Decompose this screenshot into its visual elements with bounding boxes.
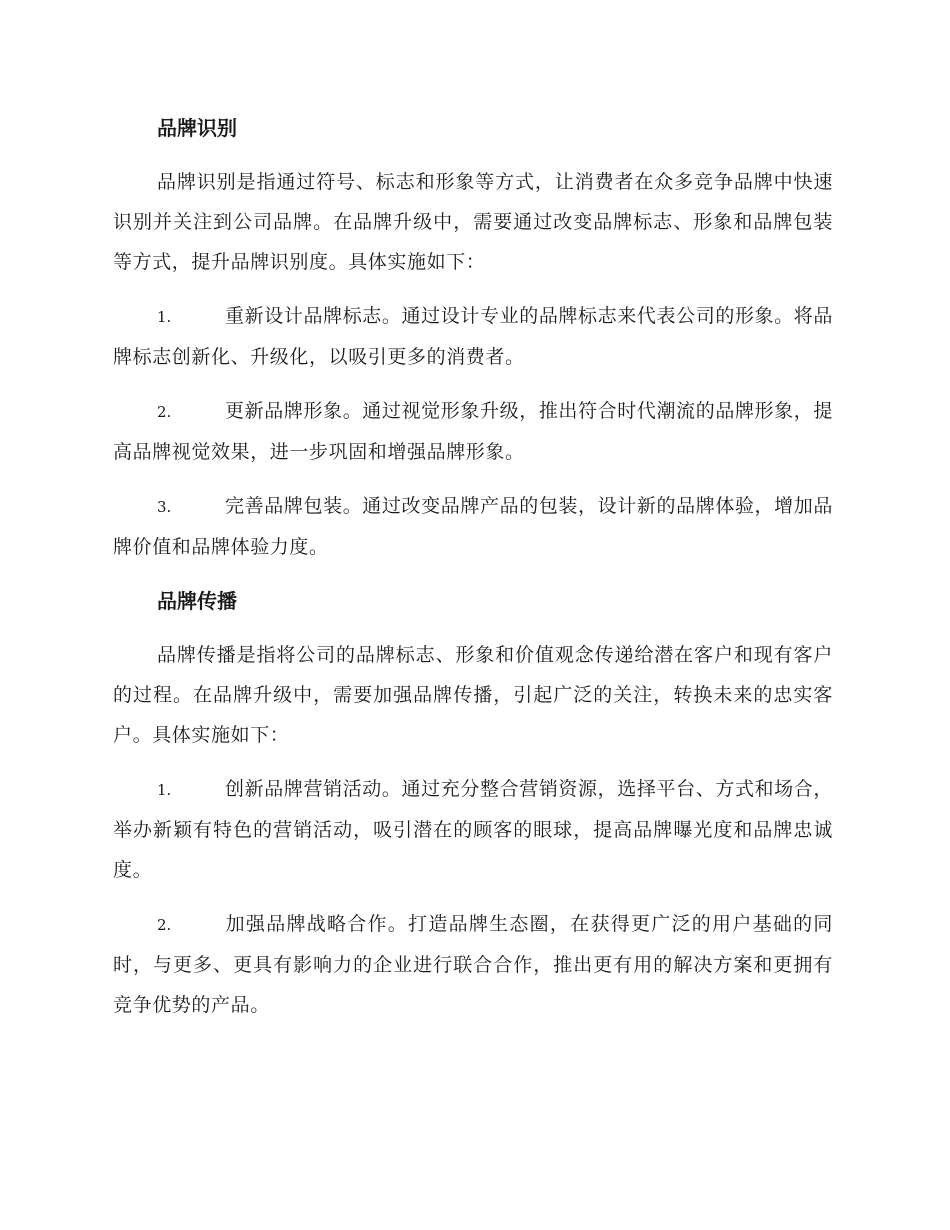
list-item-text: 加强品牌战略合作。打造品牌生态圈，在获得更广泛的用户基础的同时，与更多、更具有影响力的企业进行联合合作，推出更有用的解决方案和更拥有竞争优势的产品。 xyxy=(113,913,833,1016)
list-item-number: 2. xyxy=(157,403,172,421)
section-intro-brand-identity: 品牌识别是指通过符号、标志和形象等方式，让消费者在众多竞争品牌中快速识别并关注到公司品牌。在品牌升级中，需要通过改变品牌标志、形象和品牌包装等方式，提升品牌识别度。具体实施如下： xyxy=(113,171,833,273)
section-intro-brand-communication: 品牌传播是指将公司的品牌标志、形象和价值观念传递给潜在客户和现有客户的过程。在品牌升级中，需要加强品牌传播，引起广泛的关注，转换未来的忠实客户。具体实施如下： xyxy=(113,644,833,746)
list-item-number: 1. xyxy=(157,308,172,326)
list-item xyxy=(113,904,833,1025)
list-item xyxy=(113,391,833,472)
list-item-number: 2. xyxy=(157,916,172,934)
list-item-text: 更新品牌形象。通过视觉形象升级，推出符合时代潮流的品牌形象，提高品牌视觉效果，进一步巩固和增强品牌形象。 xyxy=(113,400,833,463)
list-item xyxy=(113,769,833,890)
list-item-number: 1. xyxy=(157,781,172,799)
list-item-text: 重新设计品牌标志。通过设计专业的品牌标志来代表公司的形象。将品牌标志创新化、升级化，以吸引更多的消费者。 xyxy=(113,305,833,368)
list-item xyxy=(113,486,833,567)
section-heading-brand-identity: 品牌识别 xyxy=(157,116,237,140)
document-body xyxy=(113,108,833,1039)
list-item xyxy=(113,296,833,377)
list-item-number: 3. xyxy=(157,498,172,516)
section-heading-brand-communication: 品牌传播 xyxy=(157,589,237,613)
list-item-text: 创新品牌营销活动。通过充分整合营销资源，选择平台、方式和场合，举办新颖有特色的营销活动，吸引潜在的顾客的眼球，提高品牌曝光度和品牌忠诚度。 xyxy=(113,778,833,881)
list-item-text: 完善品牌包装。通过改变品牌产品的包装，设计新的品牌体验，增加品牌价值和品牌体验力度。 xyxy=(113,495,833,558)
